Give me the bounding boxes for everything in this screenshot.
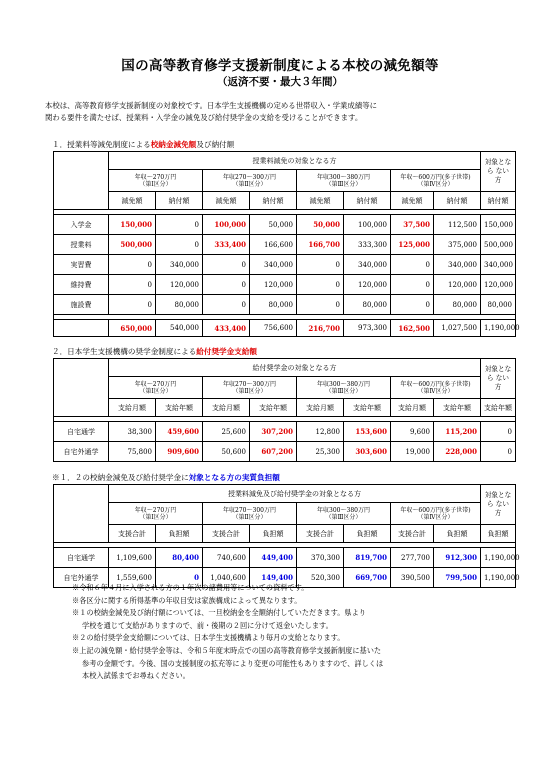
table-cell: 375,000 <box>434 235 481 255</box>
table-row <box>54 255 516 275</box>
section1-heading: １．授業料等減免制度による校納金減免額及び納付額 <box>52 140 235 149</box>
income-group: 年収300～380万円 （第Ⅲ区分） <box>297 170 391 192</box>
table-cell: 149,400 <box>250 568 297 588</box>
notes <box>72 582 512 683</box>
column-header: 負担額 <box>434 525 481 543</box>
table-cell: 25,600 <box>203 422 250 442</box>
section3-heading: ※１．２の校納金減免及び給付奨学金に対象となる方の実質負担額 <box>52 473 280 482</box>
table-cell: 37,500 <box>391 215 434 235</box>
table-cell: 0 <box>156 568 203 588</box>
page-title: 国の高等教育修学支援新制度による本校の減免額等 <box>121 58 439 74</box>
column-header: 減免額 <box>203 192 250 210</box>
column-header: 支給月額 <box>391 399 434 417</box>
table-cell: 433,400 <box>203 320 250 337</box>
table-cell: 80,000 <box>250 295 297 315</box>
table-cell: 166,600 <box>250 235 297 255</box>
table-cell: 303,600 <box>344 442 391 462</box>
table-cell: 80,000 <box>156 295 203 315</box>
table-cell: 277,700 <box>391 548 434 568</box>
total-row <box>54 320 516 337</box>
note-line: ※２の給付奨学金支給額については、日本学生支援機構より毎月の支給となります。 <box>72 633 345 643</box>
table-cell: 333,400 <box>203 235 250 255</box>
column-header: 減免額 <box>109 192 156 210</box>
table-row <box>54 235 516 255</box>
table-cell: 650,000 <box>109 320 156 337</box>
table-cell: 80,000 <box>434 295 481 315</box>
income-group: 年収～270万円 （第Ⅰ区分） <box>109 170 203 192</box>
column-header: 負担額 <box>481 525 516 543</box>
table-cell: 0 <box>109 255 156 275</box>
table-cell: 80,000 <box>344 295 391 315</box>
income-group: 年収～600万円(多子世帯) （第Ⅳ区分） <box>391 503 481 525</box>
table-cell: 390,500 <box>391 568 434 588</box>
table-cell: 0 <box>203 275 250 295</box>
row-label: 施設費 <box>54 295 109 315</box>
income-group: 年収300～380万円 （第Ⅲ区分） <box>297 503 391 525</box>
intro-line: 関わる要件を満たせば、授業料・入学金の減免及び給付奨学金の支給を受けることができます。 <box>45 113 363 122</box>
table-cell: 153,600 <box>344 422 391 442</box>
column-header: 負担額 <box>344 525 391 543</box>
table-cell: 0 <box>297 255 344 275</box>
income-group: 年収270～300万円 （第Ⅱ区分） <box>203 377 297 399</box>
table-cell: 799,500 <box>434 568 481 588</box>
table-cell: 216,700 <box>297 320 344 337</box>
column-header: 支給月額 <box>203 399 250 417</box>
table-header: 授業料減免及び給付奨学金の対象となる方 <box>109 485 481 503</box>
intro-line: 本校は、高等教育修学支援新制度の対象校です。日本学生支援機構の定める世帯収入・学業成績等に <box>45 101 377 110</box>
column-header: 支給月額 <box>109 399 156 417</box>
table-cell: 340,000 <box>250 255 297 275</box>
table-cell: 80,400 <box>156 548 203 568</box>
table-header: 給付奨学金の対象となる方 <box>109 359 481 377</box>
table-cell: 912,300 <box>434 548 481 568</box>
table-cell: 112,500 <box>434 215 481 235</box>
table-cell: 150,000 <box>109 215 156 235</box>
table-cell: 340,000 <box>156 255 203 275</box>
table-cell: 449,400 <box>250 548 297 568</box>
table-row <box>54 548 516 568</box>
table-cell: 50,000 <box>250 215 297 235</box>
row-label: 入学金 <box>54 215 109 235</box>
non-target-header: 対象となら ない方 <box>481 359 516 399</box>
column-header: 支給年額 <box>344 399 391 417</box>
table-cell: 228,000 <box>434 442 481 462</box>
table-cell: 100,000 <box>203 215 250 235</box>
table-row <box>54 215 516 235</box>
table-cell: 340,000 <box>481 255 516 275</box>
table-cell: 0 <box>203 295 250 315</box>
table-cell: 80,000 <box>481 295 516 315</box>
column-header: 支援合計 <box>297 525 344 543</box>
income-group: 年収270～300万円 （第Ⅱ区分） <box>203 170 297 192</box>
table-cell: 38,300 <box>109 422 156 442</box>
note-line: 本校入試係までお尋ねください。 <box>82 671 190 681</box>
row-label: 授業料 <box>54 235 109 255</box>
row-label: 自宅通学 <box>54 422 109 442</box>
table-cell: 125,000 <box>391 235 434 255</box>
income-group: 年収～600万円(多子世帯) （第Ⅳ区分） <box>391 377 481 399</box>
column-header: 支援合計 <box>391 525 434 543</box>
table-cell: 75,800 <box>109 442 156 462</box>
row-label: 自宅外通学 <box>54 442 109 462</box>
column-header: 納付額 <box>156 192 203 210</box>
table-cell: 819,700 <box>344 548 391 568</box>
table-cell: 370,300 <box>297 548 344 568</box>
table-cell: 166,700 <box>297 235 344 255</box>
table-cell: 1,040,600 <box>203 568 250 588</box>
table-cell: 500,000 <box>109 235 156 255</box>
table-cell: 50,000 <box>297 215 344 235</box>
table-cell: 540,000 <box>156 320 203 337</box>
row-label: 自宅外通学 <box>54 568 109 588</box>
table-cell: 0 <box>109 275 156 295</box>
income-group: 年収～270万円 （第Ⅰ区分） <box>109 377 203 399</box>
table-cell: 120,000 <box>434 275 481 295</box>
table-cell: 333,300 <box>344 235 391 255</box>
table-cell: 25,300 <box>297 442 344 462</box>
non-target-header: 対象となら ない方 <box>481 152 516 192</box>
row-label: 維持費 <box>54 275 109 295</box>
table-cell: 909,600 <box>156 442 203 462</box>
table-cell: 19,000 <box>391 442 434 462</box>
row-label: 自宅通学 <box>54 548 109 568</box>
column-header: 納付額 <box>250 192 297 210</box>
table-cell: 756,600 <box>250 320 297 337</box>
table-cell: 0 <box>156 235 203 255</box>
table-cell: 0 <box>203 255 250 275</box>
note-line: ※上記の減免額・給付奨学金等は、令和５年度末時点での国の高等教育修学支援新制度に基いた <box>72 645 382 655</box>
table-cell: 50,600 <box>203 442 250 462</box>
table-cell: 150,000 <box>481 215 516 235</box>
column-header: 支給月額 <box>297 399 344 417</box>
income-group: 年収～600万円(多子世帯) （第Ⅳ区分） <box>391 170 481 192</box>
table-row <box>54 295 516 315</box>
table-cell: 520,300 <box>297 568 344 588</box>
table-cell: 740,600 <box>203 548 250 568</box>
column-header: 負担額 <box>156 525 203 543</box>
table-tuition <box>53 151 520 337</box>
non-target-header: 対象となら ない方 <box>481 485 516 525</box>
table-cell: 0 <box>481 442 516 462</box>
column-header: 支給年額 <box>250 399 297 417</box>
table-cell: 12,800 <box>297 422 344 442</box>
table-cell: 0 <box>391 255 434 275</box>
table-cell: 120,000 <box>344 275 391 295</box>
table-cell: 120,000 <box>156 275 203 295</box>
table-cell: 0 <box>391 295 434 315</box>
table-row <box>54 275 516 295</box>
column-header: 支給年額 <box>156 399 203 417</box>
table-cell: 607,200 <box>250 442 297 462</box>
table-cell: 459,600 <box>156 422 203 442</box>
intro-text <box>45 100 515 124</box>
section2-heading: ２．日本学生支援機構の奨学金制度による給付奨学金支給額 <box>52 347 258 356</box>
table-cell: 162,500 <box>391 320 434 337</box>
table-cell: 1,027,500 <box>434 320 481 337</box>
column-header: 減免額 <box>297 192 344 210</box>
column-header: 納付額 <box>434 192 481 210</box>
row-label: 実習費 <box>54 255 109 275</box>
table-row <box>54 442 516 462</box>
income-group: 年収～270万円 （第Ⅰ区分） <box>109 503 203 525</box>
table-cell: 0 <box>109 295 156 315</box>
table-cell: 120,000 <box>481 275 516 295</box>
income-group: 年収270～300万円 （第Ⅱ区分） <box>203 503 297 525</box>
note-line: 学校を通じて支給がありますので、前・後期の２回に分けて返金いたします。 <box>82 620 333 630</box>
table-cell: 1,559,600 <box>109 568 156 588</box>
table-cell: 100,000 <box>344 215 391 235</box>
note-line: ※１の校納金減免及び納付額については、一旦校納金を全額納付していただきます。県より <box>72 608 366 618</box>
column-header: 減免額 <box>391 192 434 210</box>
table-cell: 0 <box>297 295 344 315</box>
table-cell: 500,000 <box>481 235 516 255</box>
table-burden <box>53 484 520 588</box>
column-header: 支援合計 <box>109 525 156 543</box>
note-line: ※各区分に関する所得基準の年収目安は家族構成によって異なります。 <box>72 595 302 605</box>
note-line: 参考の金額です。今後、国の支援制度の拡充等により変更の可能性もありますので、詳しくは <box>82 658 384 668</box>
table-cell: 0 <box>391 275 434 295</box>
table-cell: 1,190,000 <box>481 548 516 568</box>
column-header: 支給年額 <box>481 399 516 417</box>
column-header: 支援合計 <box>203 525 250 543</box>
table-cell: 1,190,000 <box>481 568 516 588</box>
table-cell: 340,000 <box>434 255 481 275</box>
column-header: 支給年額 <box>434 399 481 417</box>
table-cell: 340,000 <box>344 255 391 275</box>
table-header: 授業料減免の対象となる方 <box>109 152 481 170</box>
table-cell: 115,200 <box>434 422 481 442</box>
table-cell: 0 <box>481 422 516 442</box>
table-cell: 120,000 <box>250 275 297 295</box>
column-header: 納付額 <box>344 192 391 210</box>
table-cell: 0 <box>156 215 203 235</box>
table-cell: 307,200 <box>250 422 297 442</box>
table-cell: 669,700 <box>344 568 391 588</box>
table-cell: 1,109,600 <box>109 548 156 568</box>
page-subtitle: （返済不要・最大３年間） <box>217 76 343 88</box>
table-cell: 9,600 <box>391 422 434 442</box>
column-header: 納付額 <box>481 192 516 210</box>
note-line: ※令和６年４月に入学される方の１年次の諸費用等についての資料です。 <box>72 583 309 592</box>
table-cell: 973,300 <box>344 320 391 337</box>
table-cell: 0 <box>297 275 344 295</box>
table-cell: 1,190,000 <box>481 320 516 337</box>
table-row <box>54 422 516 442</box>
income-group: 年収300～380万円 （第Ⅲ区分） <box>297 377 391 399</box>
table-scholarship <box>53 358 516 462</box>
column-header: 負担額 <box>250 525 297 543</box>
